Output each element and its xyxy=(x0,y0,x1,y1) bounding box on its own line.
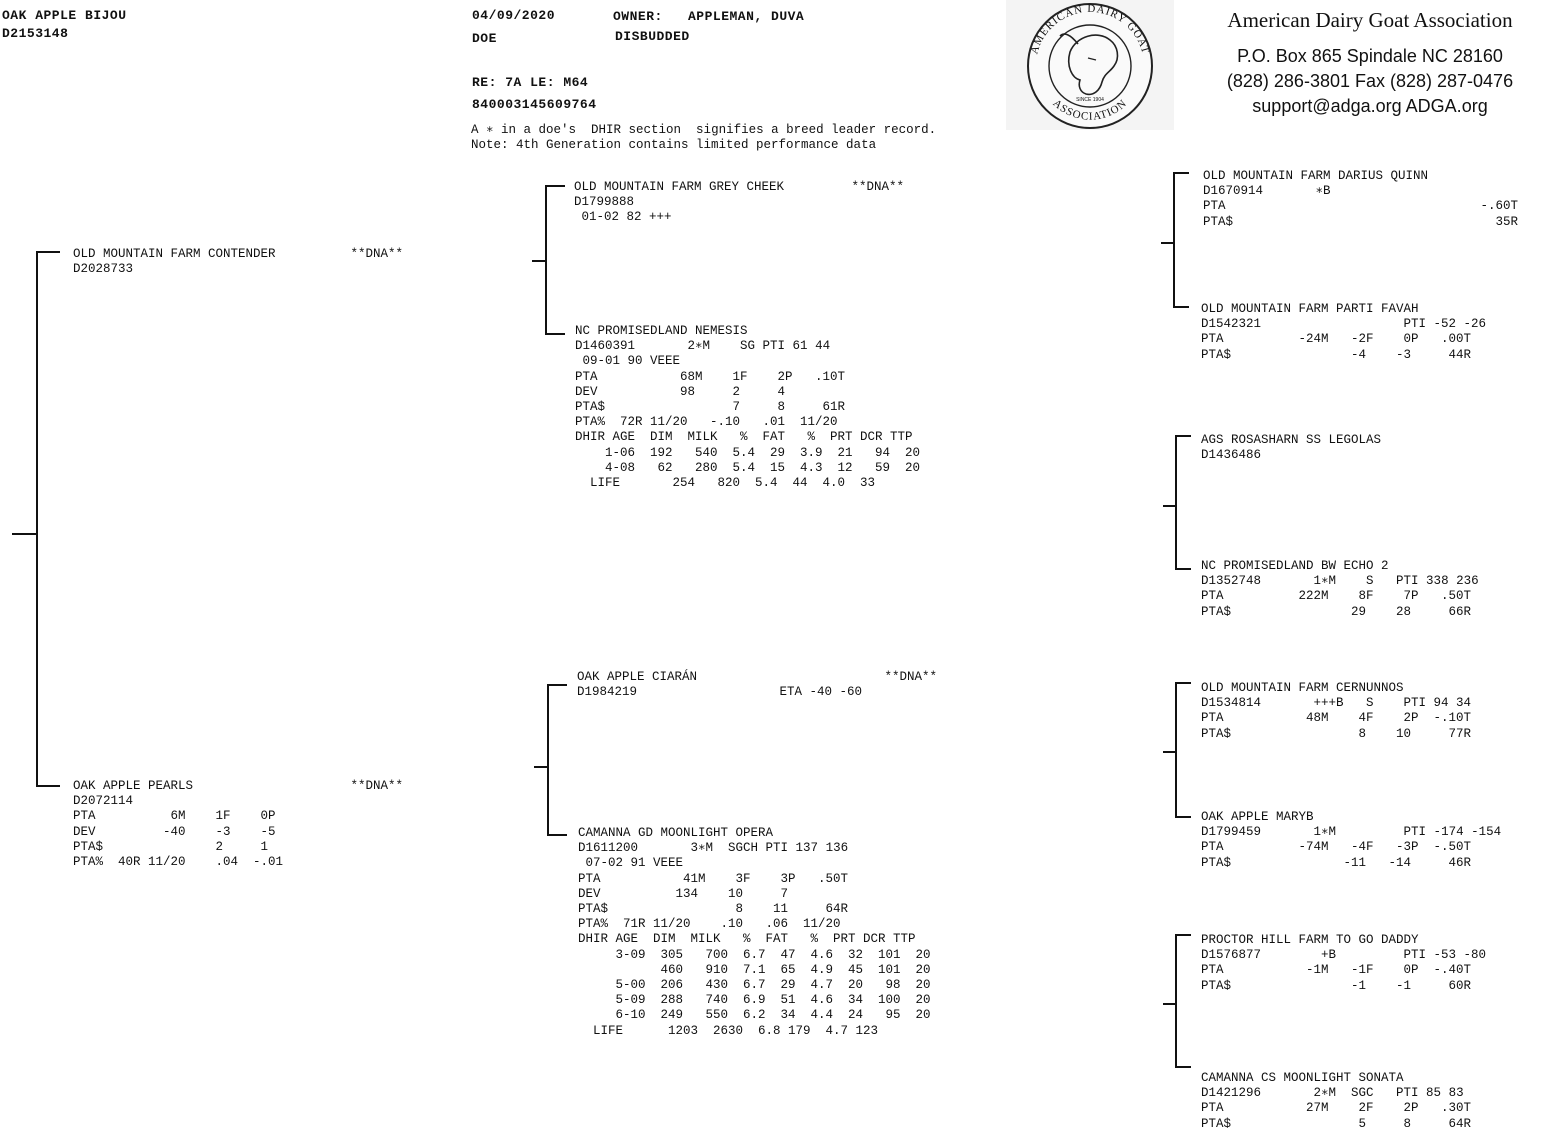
bracket-subject-stem xyxy=(12,533,37,535)
animal-id: D2153148 xyxy=(2,26,69,41)
note-fourth-generation: Note: 4th Generation contains limited performance data xyxy=(471,138,877,152)
bracket-g4-a-bottom xyxy=(1173,306,1189,308)
bracket-dam-stem xyxy=(534,766,548,768)
g4-sire-dam-dam: NC PROMISEDLAND BW ECHO 2 D1352748 1∗M S PTI 338 236 PTA 222M 8F 7P .50T PTA$ 29 28 66R xyxy=(1201,559,1479,619)
animal-name: OAK APPLE BIJOU xyxy=(2,8,127,23)
svg-text:AMERICAN DAIRY GOAT: AMERICAN DAIRY GOAT xyxy=(1028,2,1152,56)
bracket-parents-vertical xyxy=(36,251,38,787)
dam-sire-block: OAK APPLE CIARÁN **DNA** D1984219 ETA -40 -60 xyxy=(577,670,938,700)
bracket-dam-tick xyxy=(36,785,60,787)
note-breed-leader: A ∗ in a doe's DHIR section signifies a breed leader record. xyxy=(471,123,937,137)
bracket-dam-sire-tick xyxy=(547,684,567,686)
g4-sire-sire-sire: OLD MOUNTAIN FARM DARIUS QUINN D1670914 ∗B PTA -.60T PTA$ 35R xyxy=(1203,169,1519,229)
bracket-g4-b-vertical xyxy=(1175,435,1177,570)
bracket-g4-d-top xyxy=(1175,934,1191,936)
bracket-g4-c-vertical xyxy=(1175,682,1177,818)
adga-logo xyxy=(1006,0,1174,130)
g4-dam-sire-dam: OAK APPLE MARYB D1799459 1∗M PTI -174 -154 PTA -74M -4F -3P -.50T PTA$ -11 -14 46R xyxy=(1201,810,1502,870)
owner-label: OWNER: xyxy=(613,9,663,24)
bracket-sire-tick xyxy=(36,251,60,253)
association-name: American Dairy Goat Association xyxy=(1227,8,1513,32)
bracket-g4-c-top xyxy=(1175,682,1191,684)
association-address: P.O. Box 865 Spindale NC 28160 xyxy=(1237,46,1503,66)
bracket-g4-b-bottom xyxy=(1175,568,1191,570)
g4-dam-dam-dam: CAMANNA CS MOONLIGHT SONATA D1421296 2∗M SGC PTI 85 83 PTA 27M 2F 2P .30T PTA$ 5 8 64R xyxy=(1201,1071,1472,1131)
bracket-g4-d-vertical xyxy=(1175,934,1177,1068)
disbudded-status: DISBUDDED xyxy=(615,29,690,44)
adga-seal-icon xyxy=(1006,0,1174,130)
tattoo: RE: 7A LE: M64 xyxy=(472,75,589,90)
dam-block: OAK APPLE PEARLS **DNA** D2072114 PTA 6M 1F 0P DEV -40 -3 -5 PTA$ 2 1 PTA% 40R 11/20 .04 -.01 xyxy=(73,779,404,870)
bracket-g4-a-top xyxy=(1173,172,1189,174)
bracket-g4-c-bottom xyxy=(1175,816,1191,818)
g4-dam-sire-sire: OLD MOUNTAIN FARM CERNUNNOS D1534814 +++B S PTI 94 34 PTA 48M 4F 2P -.10T PTA$ 8 10 77R xyxy=(1201,681,1472,741)
svg-text:ASSOCIATION: ASSOCIATION xyxy=(1050,97,1130,123)
sex: DOE xyxy=(472,31,497,46)
sire-sire-block: OLD MOUNTAIN FARM GREY CHEEK **DNA** D1799888 01-02 82 +++ xyxy=(574,180,905,225)
bracket-sire-sire-tick xyxy=(545,185,565,187)
bracket-sire-vertical xyxy=(545,185,547,335)
g4-sire-dam-sire: AGS ROSASHARN SS LEGOLAS D1436486 xyxy=(1201,433,1382,463)
g4-dam-dam-sire: PROCTOR HILL FARM TO GO DADDY D1576877 +B PTI -53 -80 PTA -1M -1F 0P -.40T PTA$ -1 -1 60R xyxy=(1201,933,1487,993)
association-web: support@adga.org ADGA.org xyxy=(1252,96,1488,116)
svg-text:SINCE 1904: SINCE 1904 xyxy=(1076,97,1104,103)
bracket-g4-a-vertical xyxy=(1173,172,1175,308)
bracket-sire-stem xyxy=(532,260,546,262)
association-phones: (828) 286-3801 Fax (828) 287-0476 xyxy=(1226,71,1514,91)
owner-name: APPLEMAN, DUVA xyxy=(688,9,805,24)
sire-dam-block: NC PROMISEDLAND NEMESIS D1460391 2∗M SG PTI 61 44 09-01 90 VEEE PTA 68M 1F 2P .10T DEV 98 2 4 PTA$ 7 8 61R PTA% 72R 11/20 -.10 .01 11/20 DHIR AGE DIM MILK % FAT % PRT DCR TTP 1-06 192 540 5.4 29 3.9 21 94 20 4-08 62 280 5.4 15 4.3 12 59 20 LIFE 254 820 5.4 44 4.0 33 xyxy=(575,324,921,491)
bracket-sire-dam-tick xyxy=(545,333,565,335)
dam-dam-block: CAMANNA GD MOONLIGHT OPERA D1611200 3∗M SGCH PTI 137 136 07-02 91 VEEE PTA 41M 3F 3P .50T DEV 134 10 7 PTA$ 8 11 64R PTA% 71R 11/20 .10 .06 11/20 DHIR AGE DIM MILK % FAT % PRT DCR TTP 3-09 305 700 6.7 47 4.6 32 101 20 460 910 7.1 65 4.9 45 101 20 5-00 206 430 6.7 29 4.7 20 98 20 5-09 288 740 6.9 51 4.6 34 100 20 6-10 249 550 6.2 34 4.4 24 95 20 LIFE 1203 2630 6.8 179 4.7 123 xyxy=(578,826,931,1038)
microchip: 840003145609764 xyxy=(472,97,597,112)
bracket-g4-b-top xyxy=(1175,435,1191,437)
birth-date: 04/09/2020 xyxy=(472,8,556,23)
bracket-dam-vertical xyxy=(547,684,549,836)
g4-sire-sire-dam: OLD MOUNTAIN FARM PARTI FAVAH D1542321 PTI -52 -26 PTA -24M -2F 0P .00T PTA$ -4 -3 44R xyxy=(1201,302,1487,362)
bracket-dam-dam-tick xyxy=(547,834,567,836)
bracket-g4-d-bottom xyxy=(1175,1066,1191,1068)
sire-block: OLD MOUNTAIN FARM CONTENDER **DNA** D2028733 xyxy=(73,247,404,277)
